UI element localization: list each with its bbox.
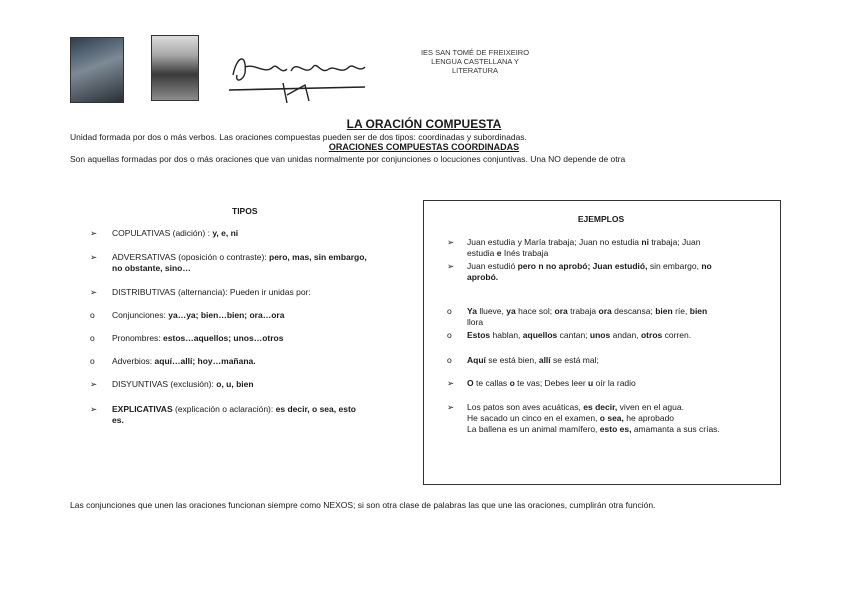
ex2-a: Juan estudió [467,261,516,271]
tipo-distributivas [90,287,420,298]
ex6-e: u [588,378,594,388]
tipo-disyuntivas [90,379,420,390]
ejemplo-explicativas [447,402,777,435]
ex2-d: no [701,261,712,271]
circle-bullet-icon: o [90,333,95,343]
adversativas-label: ADVERSATIVAS (oposición o contraste): [112,252,267,262]
ex3-h: descansa; [614,306,653,316]
intro-text: Unidad formada por dos o más verbos. Las oraciones compuestas pueden ser de dos tipos: coordinadas y subordinadas. [70,132,527,142]
ex1-f: Inés trabaja [503,248,549,258]
ex8-a: He sacado un cinco en el examen, [467,413,598,423]
ex6-f: oír la radio [595,378,636,388]
arrow-bullet-icon: ➢ [447,261,455,271]
ex3-l: llora [467,317,484,327]
ex1-a: Juan estudia y María trabaja; Juan no estudia [467,237,639,247]
ex4-h: corren. [664,330,692,340]
ex4-g: otros [640,330,663,340]
arrow-bullet-icon: ➢ [447,402,455,412]
ejemplo-conjunciones [447,306,777,328]
ex6-b: te callas [476,378,508,388]
tipo-conjunciones [90,310,420,321]
explicativas-label: EXPLICATIVAS [112,404,173,414]
ex3-a: Ya [467,306,477,316]
school-line-3: LITERATURA [451,66,499,75]
conjunciones-label: Conjunciones: [112,310,166,320]
ex3-c: ya [506,306,516,316]
ex5-d: se está mal; [553,355,599,365]
school-line-1: IES SAN TOMÉ DE FREIXEIRO [420,48,530,57]
arrow-bullet-icon: ➢ [90,252,98,262]
ex4-f: andan, [612,330,639,340]
ex2-c: sin embargo, [649,261,699,271]
ex1-e: e [496,248,502,258]
pronombres-value: estos…aquellos; unos…otros [163,333,284,343]
school-line-2: LENGUA CASTELLANA Y [431,57,519,66]
circle-bullet-icon: o [90,310,95,320]
ex7-b: es decir, [583,402,618,412]
ejemplo-copulativas [447,237,777,259]
ex3-g: ora [598,306,612,316]
circle-bullet-icon: o [447,306,452,316]
tipos-title: TIPOS [232,206,258,216]
definition-text: Son aquellas formadas por dos o más oraciones que van unidas normalmente por conjunciones o locuciones conjuntivas. Una NO depende de otra [70,154,626,164]
ex9-b: esto es, [599,424,632,434]
ex9-a: La ballena es un animal mamífero, [467,424,598,434]
ex3-k: bien [689,306,708,316]
copulativas-label: COPULATIVAS (adición) : [112,228,210,238]
circle-bullet-icon: o [447,355,452,365]
explicativas-paren: (explicación o aclaración): [174,404,274,414]
disyuntivas-label: DISYUNTIVAS (exclusión): [112,379,214,389]
tipo-copulativas [90,228,420,239]
ex4-e: unos [589,330,611,340]
ex4-d: cantan; [559,330,588,340]
arrow-bullet-icon: ➢ [447,237,455,247]
arrow-bullet-icon: ➢ [90,404,98,414]
ex2-e: aprobó. [467,272,499,282]
portrait-photo-2 [151,35,199,101]
signature-image [225,45,370,105]
arrow-bullet-icon: ➢ [447,378,455,388]
ex1-c: trabaja; Juan [651,237,701,247]
ex3-f: trabaja [570,306,597,316]
circle-bullet-icon: o [90,356,95,366]
ex5-c: allí [538,355,551,365]
ex3-b: llueve, [479,306,504,316]
arrow-bullet-icon: ➢ [90,287,98,297]
explicativas-value-1: es decir, o sea, esto [275,404,356,414]
ex3-e: ora [554,306,568,316]
pronombres-label: Pronombres: [112,333,161,343]
ejemplos-title: EJEMPLOS [577,214,625,224]
ex8-c: he aprobado [626,413,675,423]
portrait-photo-1 [70,37,124,103]
school-header [405,48,545,75]
tipo-pronombres [90,333,420,344]
ejemplo-adverbios [447,355,777,366]
copulativas-value: y, e, ni [212,228,239,238]
ejemplo-adversativas [447,261,777,283]
ex8-b: o sea, [599,413,624,423]
tipo-adverbios [90,356,420,367]
circle-bullet-icon: o [447,330,452,340]
ex3-j: ríe, [675,306,688,316]
ex4-b: hablan, [492,330,521,340]
ex6-a: O [467,378,474,388]
ex9-c: amamanta a sus crías. [633,424,720,434]
section-subtitle: ORACIONES COMPUESTAS COORDINADAS [328,142,520,152]
conjunciones-value: ya…ya; bien…bien; ora…ora [168,310,285,320]
adversativas-value-2: no obstante, sino… [112,263,191,273]
disyuntivas-value: o, u, bien [216,379,254,389]
ex5-b: se está bien, [488,355,537,365]
ex4-c: aquellos [522,330,558,340]
explicativas-value-2: es. [112,415,124,425]
ejemplo-pronombres [447,330,777,341]
ex7-c: viven en el agua. [619,402,684,412]
ejemplo-disyuntivas [447,378,777,389]
ex6-c: o [509,378,515,388]
ex6-d: te vas; Debes leer [517,378,586,388]
tipo-explicativas [90,404,420,426]
ex4-a: Estos [467,330,491,340]
footer-note: Las conjunciones que unen las oraciones funcionan siempre como NEXOS; si son otra clase de palabras las que une las oraciones, cumplirán otra función. [70,500,656,510]
ex7-a: Los patos son aves acuáticas, [467,402,581,412]
ex3-d: hace sol; [518,306,553,316]
ex1-d: estudia [467,248,495,258]
arrow-bullet-icon: ➢ [90,379,98,389]
tipo-adversativas [90,252,420,274]
adverbios-label: Adverbios: [112,356,153,366]
page-title: LA ORACIÓN COMPUESTA [346,117,502,131]
ex3-i: bien [655,306,673,316]
ex1-b: ni [641,237,649,247]
ex2-b: pero n no aprobó; Juan estudió, [517,261,648,271]
arrow-bullet-icon: ➢ [90,228,98,238]
ex5-a: Aquí [467,355,486,365]
adversativas-value-1: pero, mas, sin embargo, [269,252,367,262]
distributivas-label: DISTRIBUTIVAS (alternancia): Pueden ir unidas por: [112,287,311,297]
adverbios-value: aquí…allí; hoy…mañana. [154,356,256,366]
